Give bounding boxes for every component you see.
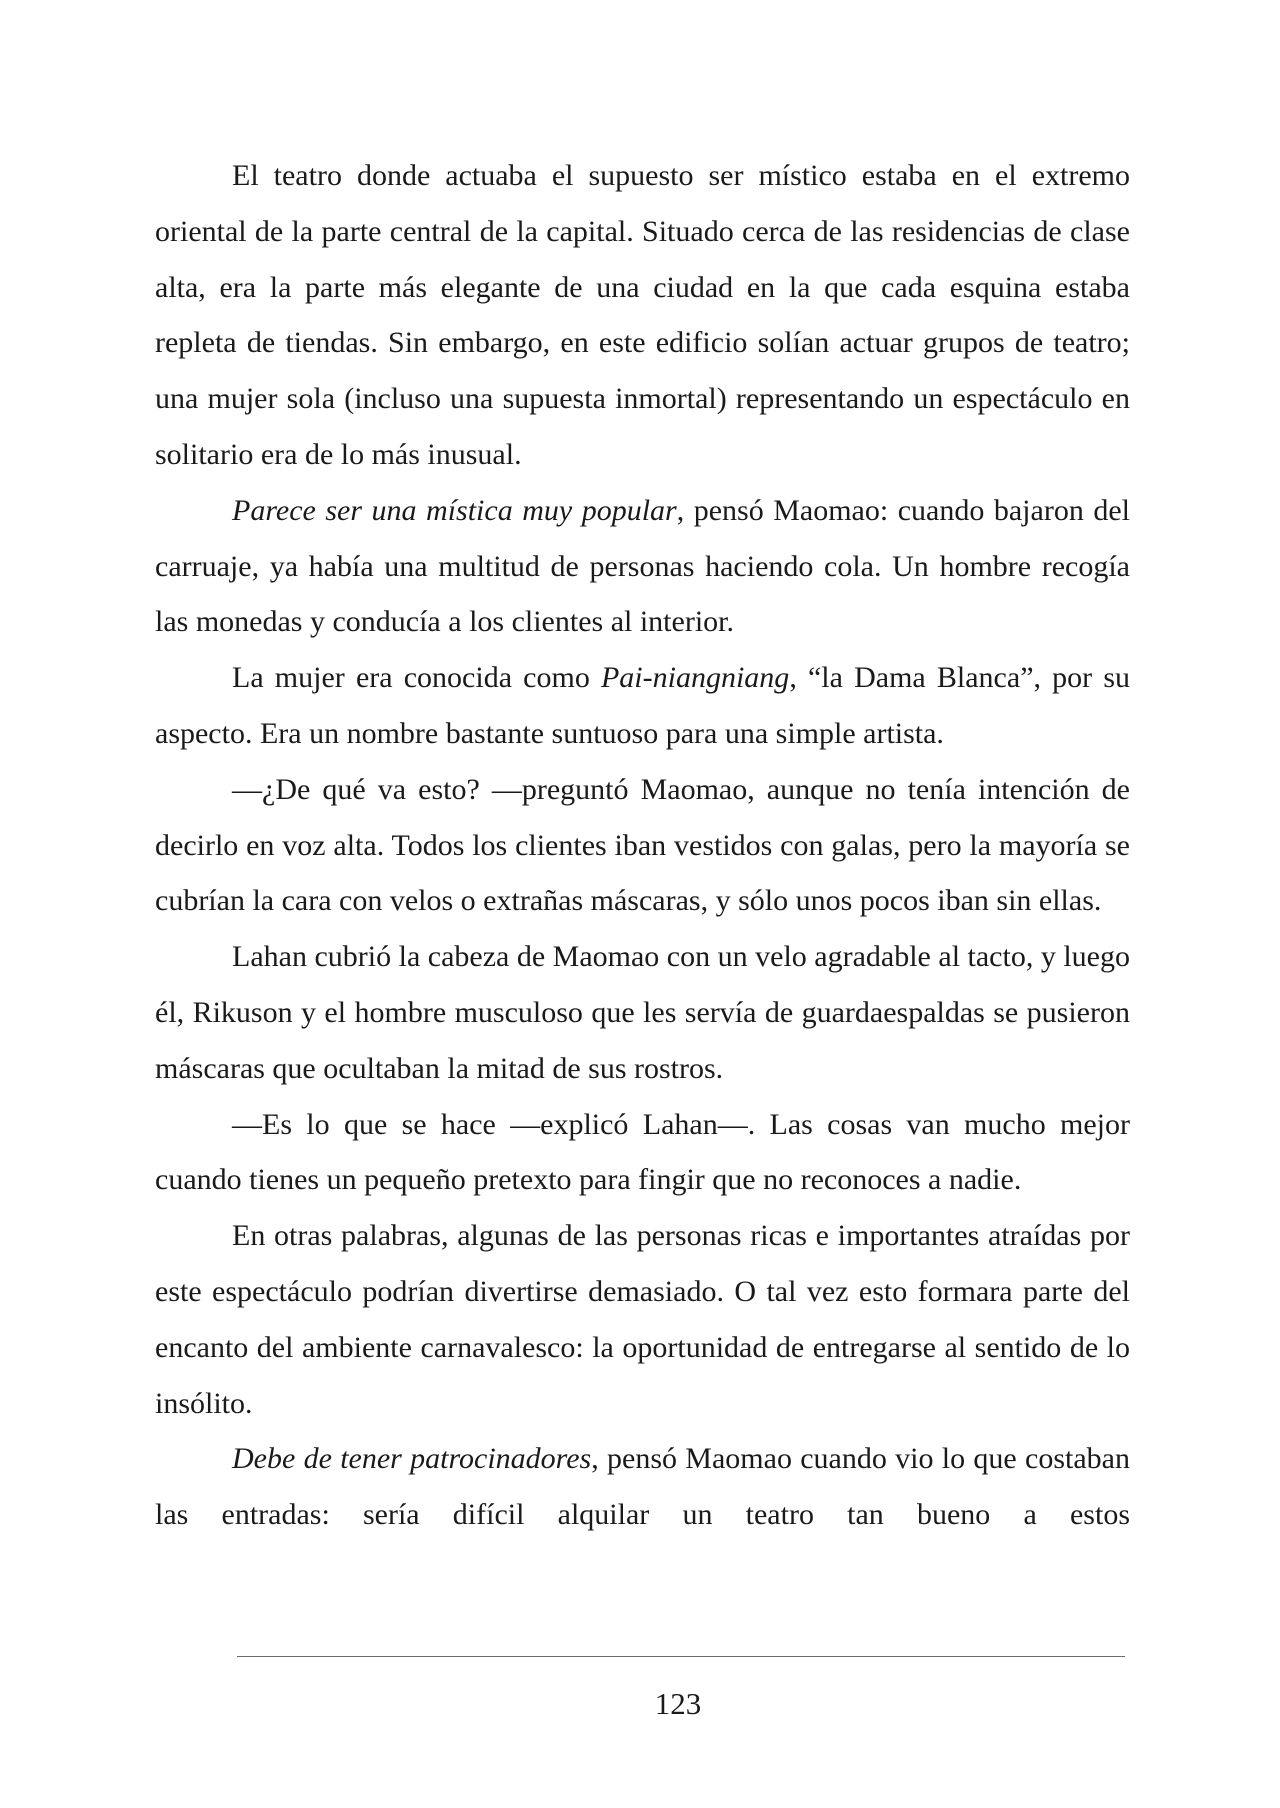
italic-text-segment: Pai-niangniang bbox=[600, 661, 790, 695]
text-segment: Lahan cubrió la cabeza de Maomao con un velo agradable al tacto, y luego él, Rikuson y el hombre musculoso que les servía de guardaespaldas se pusieron máscaras que ocultaban la mitad de sus rostros. bbox=[155, 940, 1130, 1085]
italic-text-segment: Parece ser una mística muy popular bbox=[232, 493, 677, 527]
text-segment: —Es lo que se hace —explicó Lahan—. Las cosas van mucho mejor cuando tienes un pequeño pretexto para fingir que no reconoces a nadie. bbox=[155, 1107, 1130, 1197]
paragraph bbox=[155, 762, 1130, 929]
text-segment: El teatro donde actuaba el supuesto ser místico estaba en el extremo oriental de la parte central de la capital. Situado cerca de las residencias de clase alta, era la parte más elegante de una ciudad en la que cada esquina estaba repleta de tiendas. Sin embargo, en este edificio solían actuar grupos de teatro; una mujer sola (incluso una supuesta inmortal) representando un espectáculo en solitario era de lo más inusual. bbox=[155, 159, 1130, 471]
text-segment: , pensó Maomao: cuando bajaron del carruaje, ya había una multitud de personas haciendo cola. Un hombre recogía las monedas y conducía a los clientes al interior. bbox=[155, 493, 1130, 639]
text-segment: En otras palabras, algunas de las personas ricas e importantes atraídas por este espectáculo podrían divertirse demasiado. O tal vez esto formara parte del encanto del ambiente carnavalesco: la oportunidad de entregarse al sentido de lo insólito. bbox=[155, 1219, 1130, 1420]
paragraph bbox=[155, 148, 1130, 483]
paragraph bbox=[155, 1431, 1130, 1543]
paragraph bbox=[155, 1097, 1130, 1209]
page-number: 123 bbox=[654, 1686, 702, 1721]
paragraph bbox=[155, 1208, 1130, 1431]
footer-divider bbox=[237, 1656, 1125, 1657]
text-segment: La mujer era conocida como bbox=[232, 661, 601, 695]
text-segment: —¿De qué va esto? —preguntó Maomao, aunque no tenía intención de decirlo en voz alta. Todos los clientes iban vestidos con galas, pero la mayoría se cubrían la cara con velos o extrañas máscaras, y sólo unos pocos iban sin ellas. bbox=[155, 772, 1130, 918]
text-segment: , “la Dama Blanca”, por su aspecto. Era un nombre bastante suntuoso para una simple artista. bbox=[155, 661, 1130, 750]
body-text bbox=[155, 148, 1130, 1543]
paragraph bbox=[155, 929, 1130, 1096]
italic-text-segment: Debe de tener patrocinadores bbox=[232, 1442, 592, 1476]
text-segment: , pensó Maomao cuando vio lo que costaban las entradas: sería difícil alquilar un teatro tan bueno a estos bbox=[155, 1442, 1130, 1532]
paragraph bbox=[155, 650, 1130, 762]
paragraph bbox=[155, 483, 1130, 650]
